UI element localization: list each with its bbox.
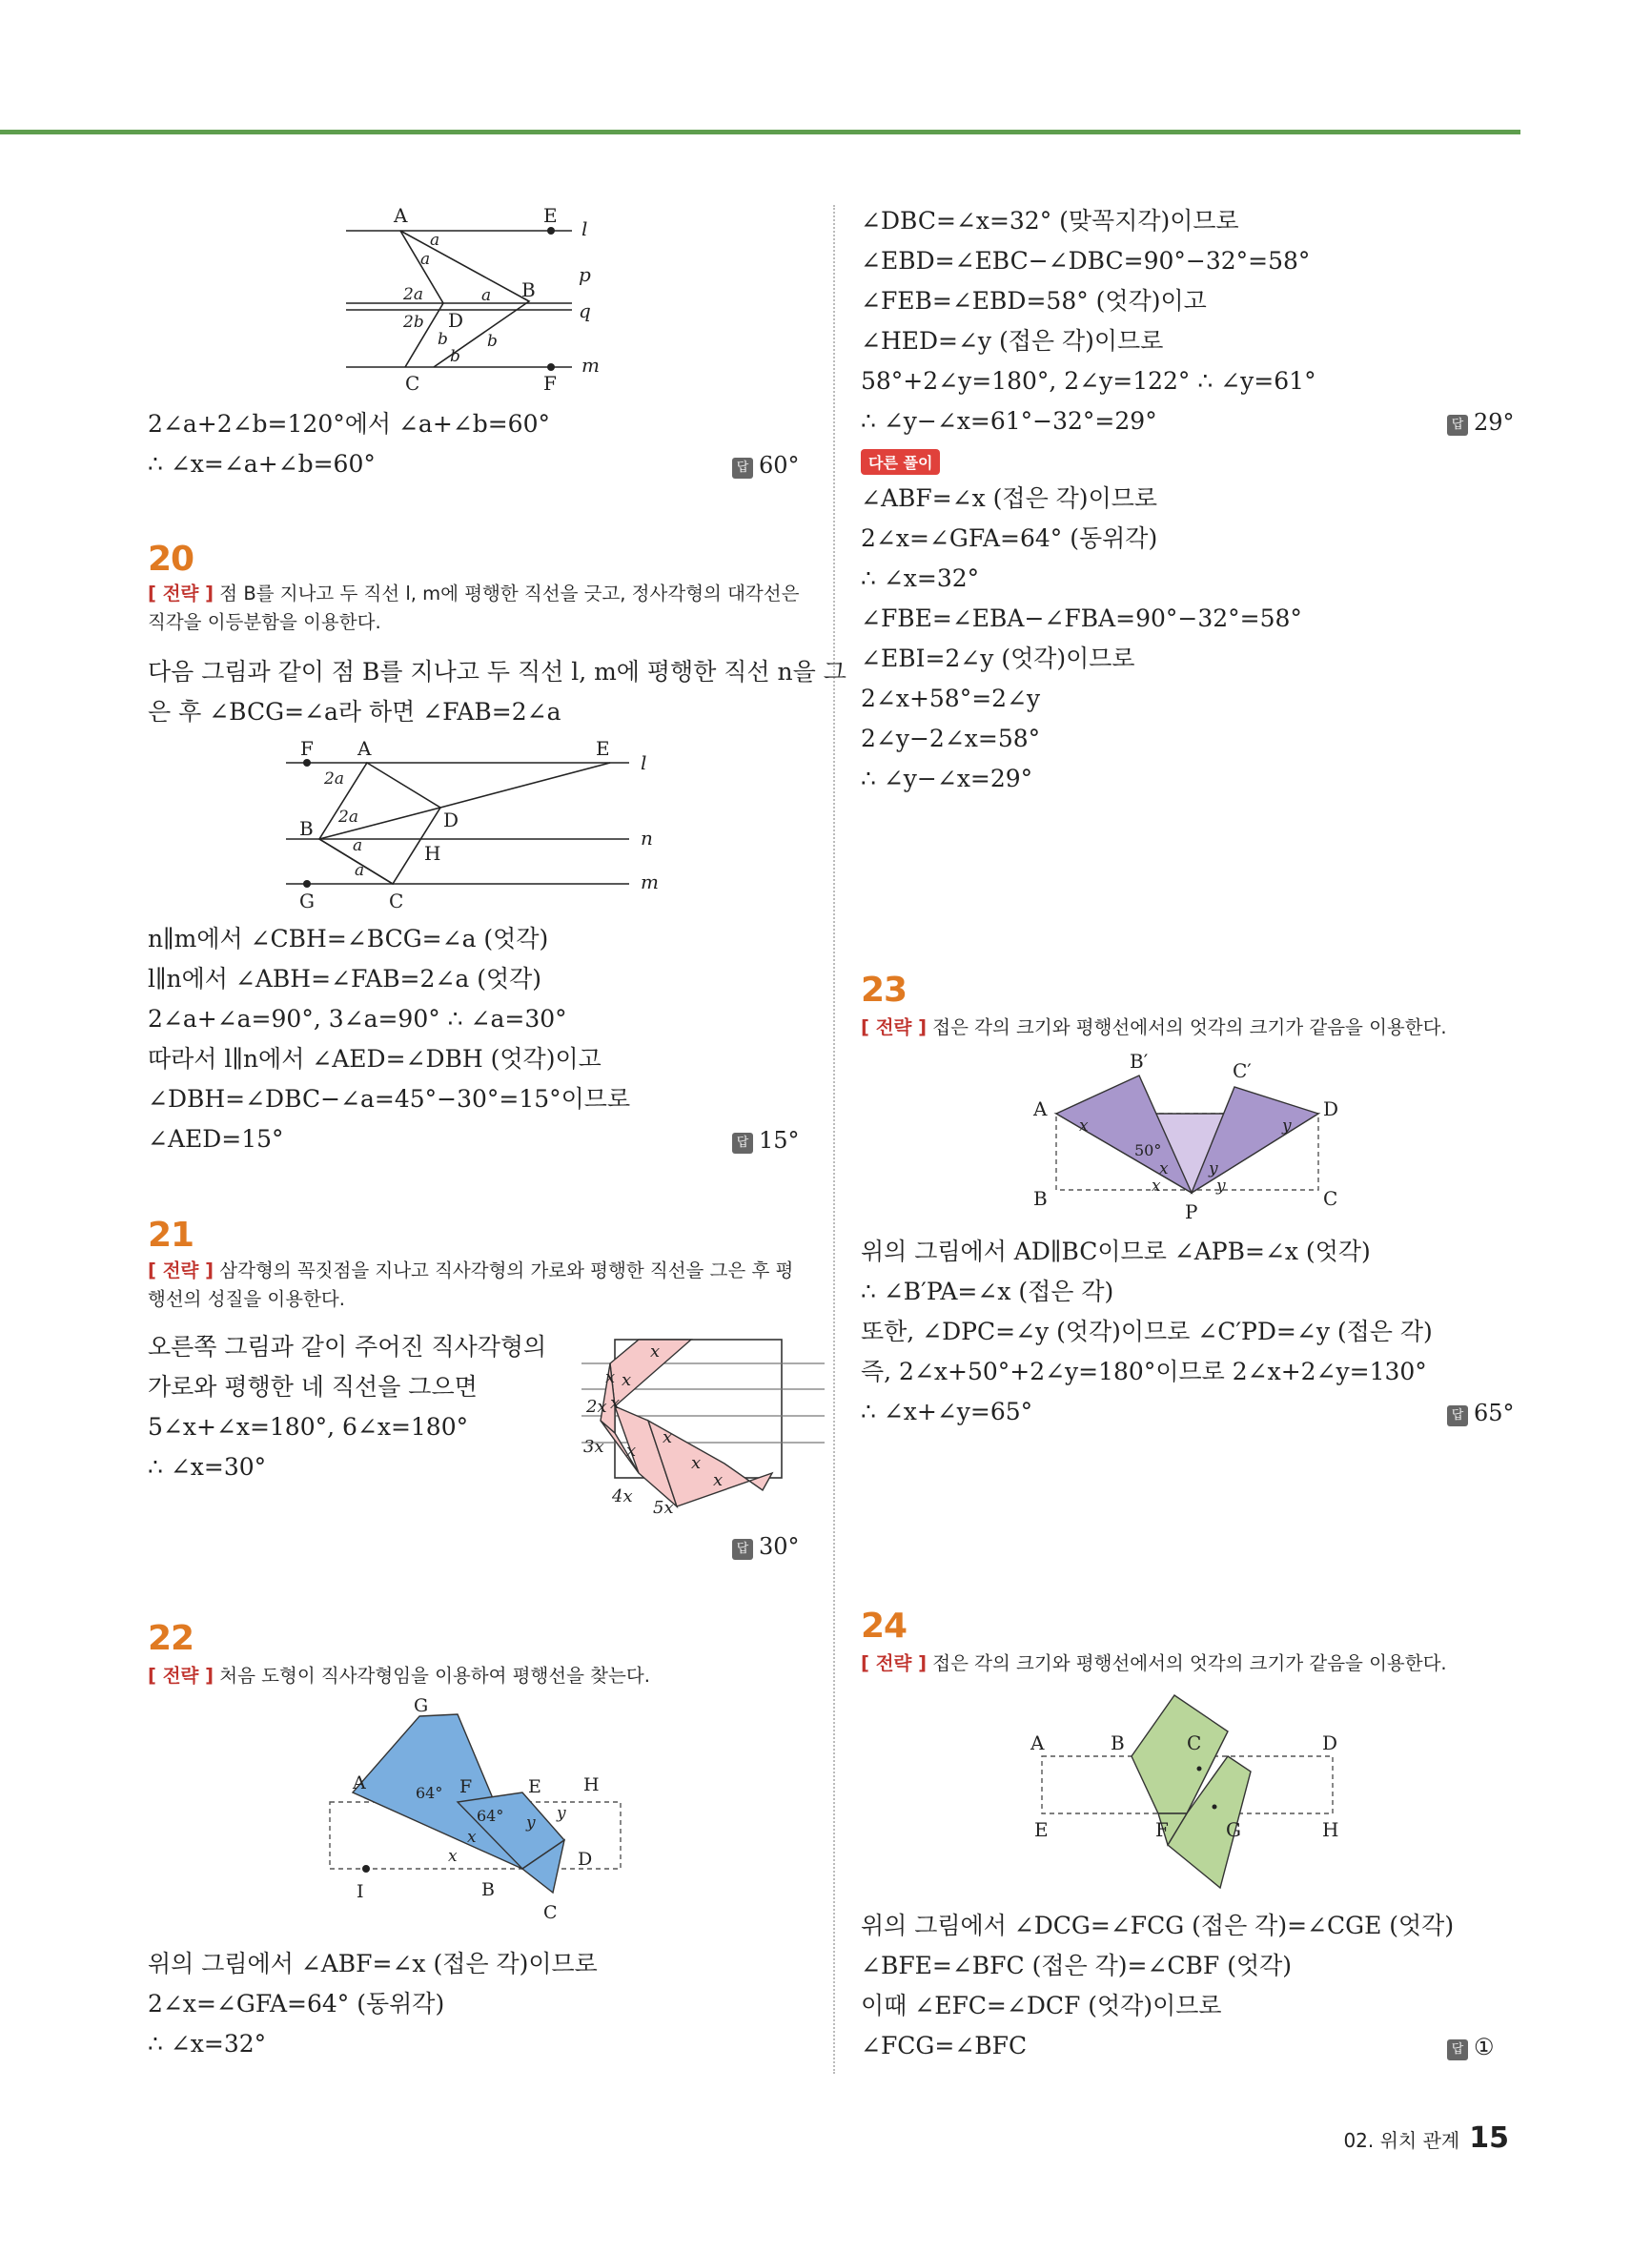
- problem-text: 가로와 평행한 네 직선을 그으면: [148, 1373, 478, 1401]
- answer-23: 답 65°: [1447, 1400, 1515, 1426]
- solution-line: n∥m에서 ∠CBH=∠BCG=∠a (엇각): [148, 925, 549, 952]
- figure-23: [1030, 1047, 1363, 1223]
- fig-label: b: [438, 330, 448, 349]
- fig-label: H: [1322, 1818, 1339, 1841]
- answer-24: 답 ①: [1447, 2034, 1495, 2060]
- fig-label: 3x: [583, 1437, 604, 1457]
- fig-label: B: [1111, 1731, 1125, 1754]
- answer-19: 답 60°: [732, 452, 800, 479]
- solution-line: l∥n에서 ∠ABH=∠FAB=2∠a (엇각): [148, 965, 542, 993]
- fig-label: E: [543, 205, 558, 227]
- fig-label: C: [543, 1902, 558, 1923]
- fig-label: H: [583, 1774, 600, 1795]
- fig-label: x: [650, 1342, 661, 1362]
- solution-line: 2∠x=∠GFA=64° (동위각): [148, 1990, 445, 2017]
- point-f: [547, 363, 555, 371]
- fig-label: a: [420, 250, 431, 269]
- fig-label: y: [1216, 1177, 1226, 1196]
- fig-label: A: [1033, 1097, 1048, 1120]
- fig-label: C: [405, 372, 420, 395]
- fig-label: B′: [1130, 1050, 1149, 1073]
- fig-label: C: [1323, 1187, 1338, 1210]
- solution-line: 5∠x+∠x=180°, 6∠x=180°: [148, 1413, 469, 1441]
- problem-number-22: 22: [148, 1619, 194, 1658]
- point-e: [547, 227, 555, 235]
- solution-line: 2∠y−2∠x=58°: [861, 725, 1041, 752]
- solution-line: ∠FEB=∠EBD=58° (엇각)이고: [861, 287, 1207, 315]
- fig-label: y: [1209, 1159, 1218, 1178]
- point-g: [303, 880, 311, 888]
- answer-22: 답 29°: [1447, 409, 1515, 436]
- fig-label: a: [430, 231, 440, 250]
- fig-label: x: [605, 1367, 616, 1387]
- solution-line: ∠AED=15°: [148, 1125, 284, 1153]
- fig-label: P: [1185, 1200, 1198, 1223]
- fig-label: x: [1079, 1116, 1089, 1136]
- solution-line: 2∠x=∠GFA=64° (동위각): [861, 524, 1158, 552]
- fig-label: C′: [1233, 1059, 1252, 1082]
- fig-label: q: [579, 299, 591, 322]
- fig-label: 2a: [403, 285, 423, 304]
- solution-line: 58°+2∠y=180°, 2∠y=122° ∴ ∠y=61°: [861, 367, 1316, 395]
- answer-20: 답 15°: [732, 1127, 800, 1154]
- solution-line: ∠FCG=∠BFC: [861, 2032, 1028, 2059]
- answer-icon: 답: [732, 458, 753, 479]
- top-rule: [0, 130, 1520, 134]
- fig-label: a: [481, 286, 492, 305]
- fig-label: H: [424, 842, 441, 865]
- fig-label: x: [1152, 1177, 1161, 1196]
- fig-label: 64°: [416, 1784, 443, 1802]
- fig-label: 4x: [612, 1486, 633, 1506]
- problem-number-24: 24: [861, 1607, 908, 1646]
- fig-label: C: [389, 890, 404, 912]
- fig-label: 64°: [477, 1807, 504, 1825]
- fig-label: b: [487, 332, 498, 351]
- fig-label: x: [448, 1847, 458, 1866]
- problem-number-21: 21: [148, 1216, 194, 1255]
- fig-label: B: [299, 817, 314, 840]
- fig-label: 2a: [324, 769, 344, 789]
- solution-line: ∠HED=∠y (접은 각)이므로: [861, 327, 1164, 355]
- fig-label: E: [596, 737, 610, 760]
- figure-22: [315, 1697, 639, 1926]
- solution-line: 위의 그림에서 ∠DCG=∠FCG (접은 각)=∠CGE (엇각): [861, 1912, 1455, 1939]
- strategy-20: [ 전략 ] 점 B를 지나고 두 직선 l, m에 평행한 직선을 긋고, 정사각형의 대각선은 직각을 이등분함을 이용한다.: [148, 583, 800, 633]
- fig-label: a: [355, 861, 365, 880]
- solution-line: ∠DBC=∠x=32° (맞꼭지각)이므로: [861, 207, 1239, 235]
- solution-line: ∠DBH=∠DBC−∠a=45°−30°=15°이므로: [148, 1085, 631, 1113]
- fig-label: x: [1159, 1159, 1169, 1178]
- problem-text: 오른쪽 그림과 같이 주어진 직사각형의: [148, 1333, 547, 1361]
- fig-label: l: [581, 217, 588, 240]
- fig-label: F: [543, 372, 557, 395]
- fig-label: E: [1034, 1818, 1049, 1841]
- fig-label: A: [394, 205, 408, 227]
- strategy-24: [ 전략 ] 접은 각의 크기와 평행선에서의 엇각의 크기가 같음을 이용한다.: [861, 1652, 1447, 1674]
- solution-line: ∴ ∠y−∠x=61°−32°=29°: [861, 407, 1157, 435]
- solution-line: ∴ ∠y−∠x=29°: [861, 765, 1033, 792]
- solution-line: 또한, ∠DPC=∠y (엇각)이므로 ∠C′PD=∠y (접은 각): [861, 1318, 1433, 1345]
- fig-label: y: [557, 1804, 566, 1823]
- fig-label: G: [414, 1697, 429, 1716]
- fig-label: D: [1323, 1097, 1339, 1120]
- solution-line: ∴ ∠B′PA=∠x (접은 각): [861, 1278, 1114, 1305]
- fig-label: F: [300, 737, 314, 760]
- fig-label: A: [357, 737, 372, 760]
- fig-label: y: [526, 1813, 536, 1833]
- fig-label: D: [1322, 1731, 1338, 1754]
- solution-line: 2∠a+∠a=90°, 3∠a=90° ∴ ∠a=30°: [148, 1005, 567, 1033]
- fig-label: G: [299, 890, 315, 912]
- solution-line: ∴ ∠x=32°: [861, 564, 980, 592]
- fig-label: a: [353, 836, 363, 855]
- fig-label: y: [1282, 1116, 1292, 1136]
- fig-label: F: [1155, 1818, 1169, 1841]
- fig-label: x: [626, 1441, 637, 1461]
- footer-section: 02. 위치 관계: [1343, 2129, 1460, 2152]
- fig-label: x: [622, 1370, 632, 1390]
- answer-icon: 답: [1447, 1405, 1468, 1426]
- fig-label: B: [481, 1879, 495, 1900]
- solution-line: 2∠a+2∠b=120°에서 ∠a+∠b=60°: [148, 410, 550, 438]
- fig-label: n: [641, 827, 653, 850]
- fig-label: x: [713, 1470, 724, 1490]
- fig-label: B: [521, 278, 536, 301]
- answer-21: 답 30°: [732, 1533, 800, 1560]
- solution-line: ∴ ∠x=30°: [148, 1453, 267, 1481]
- figure-20: [286, 736, 677, 912]
- strategy-23: [ 전략 ] 접은 각의 크기와 평행선에서의 엇각의 크기가 같음을 이용한다.: [861, 1016, 1447, 1038]
- fig-label: I: [357, 1881, 364, 1902]
- fig-label: l: [641, 751, 647, 774]
- fig-label: p: [579, 263, 591, 286]
- answer-icon: 답: [1447, 415, 1468, 436]
- fig-label: 2b: [403, 313, 424, 332]
- page-footer: [1343, 2121, 1509, 2155]
- fig-label: C: [1187, 1731, 1202, 1754]
- fig-label: 5x: [653, 1498, 674, 1518]
- figure-21: [572, 1330, 829, 1530]
- solution-line: ∴ ∠x+∠y=65°: [861, 1398, 1033, 1425]
- solution-line: ∠FBE=∠EBA−∠FBA=90°−32°=58°: [861, 604, 1302, 632]
- solution-line: 위의 그림에서 AD∥BC이므로 ∠APB=∠x (엇각): [861, 1238, 1371, 1265]
- problem-number-20: 20: [148, 540, 194, 579]
- fig-label: 2x: [586, 1397, 607, 1417]
- solution-line: ∠EBI=2∠y (엇각)이므로: [861, 645, 1135, 672]
- fig-label: A: [1030, 1731, 1045, 1754]
- fig-label: x: [610, 1393, 621, 1413]
- fig-label: F: [459, 1776, 473, 1797]
- alternative-solution-badge: 다른 풀이: [861, 449, 940, 475]
- fig-label: 2a: [338, 808, 358, 827]
- solution-line: ∠BFE=∠BFC (접은 각)=∠CBF (엇각): [861, 1952, 1293, 1979]
- strategy-21: [ 전략 ] 삼각형의 꼭짓점을 지나고 직사각형의 가로와 평행한 직선을 그은 후 평행선의 성질을 이용한다.: [148, 1260, 794, 1310]
- answer-icon: 답: [732, 1133, 753, 1154]
- fig-label: b: [450, 347, 460, 366]
- problem-number-23: 23: [861, 971, 908, 1010]
- solution-line: ∴ ∠x=32°: [148, 2030, 267, 2058]
- figure-19: [338, 205, 610, 396]
- fig-label: m: [581, 354, 600, 377]
- figure-24: [1025, 1688, 1354, 1902]
- fig-label: D: [443, 809, 459, 831]
- solution-line: 2∠x+58°=2∠y: [861, 685, 1041, 712]
- fig-label: D: [448, 309, 464, 332]
- solution-line: ∴ ∠x=∠a+∠b=60°: [148, 450, 376, 478]
- fig-label: x: [467, 1828, 477, 1847]
- fig-label: D: [578, 1849, 593, 1870]
- fig-label: A: [353, 1772, 366, 1793]
- fig-label: x: [691, 1453, 702, 1473]
- answer-icon: 답: [1447, 2039, 1468, 2060]
- fig-label: G: [1226, 1818, 1241, 1841]
- solution-line: 즉, 2∠x+50°+2∠y=180°이므로 2∠x+2∠y=130°: [861, 1358, 1427, 1385]
- fig-label: m: [641, 870, 659, 893]
- column-divider: [833, 205, 835, 2074]
- page-number: 15: [1469, 2121, 1509, 2155]
- solution-line: ∠ABF=∠x (접은 각)이므로: [861, 484, 1158, 512]
- fig-label: E: [528, 1776, 541, 1797]
- fig-label: x: [663, 1427, 673, 1447]
- fig-label: B: [1033, 1187, 1048, 1210]
- point-f: [303, 759, 311, 767]
- answer-icon: 답: [732, 1539, 753, 1560]
- solution-line: 이때 ∠EFC=∠DCF (엇각)이므로: [861, 1992, 1222, 2019]
- point-i: [362, 1865, 370, 1873]
- strategy-22: [ 전략 ] 처음 도형이 직사각형임을 이용하여 평행선을 찾는다.: [148, 1665, 650, 1687]
- solution-line: 따라서 l∥n에서 ∠AED=∠DBH (엇각)이고: [148, 1045, 602, 1073]
- solution-line: ∠EBD=∠EBC−∠DBC=90°−32°=58°: [861, 247, 1311, 275]
- problem-text: 다음 그림과 같이 점 B를 지나고 두 직선 l, m에 평행한 직선 n을 그: [148, 658, 846, 686]
- fig-label: 50°: [1134, 1141, 1162, 1159]
- solution-line: 위의 그림에서 ∠ABF=∠x (접은 각)이므로: [148, 1950, 598, 1977]
- problem-text: 은 후 ∠BCG=∠a라 하면 ∠FAB=2∠a: [148, 698, 561, 726]
